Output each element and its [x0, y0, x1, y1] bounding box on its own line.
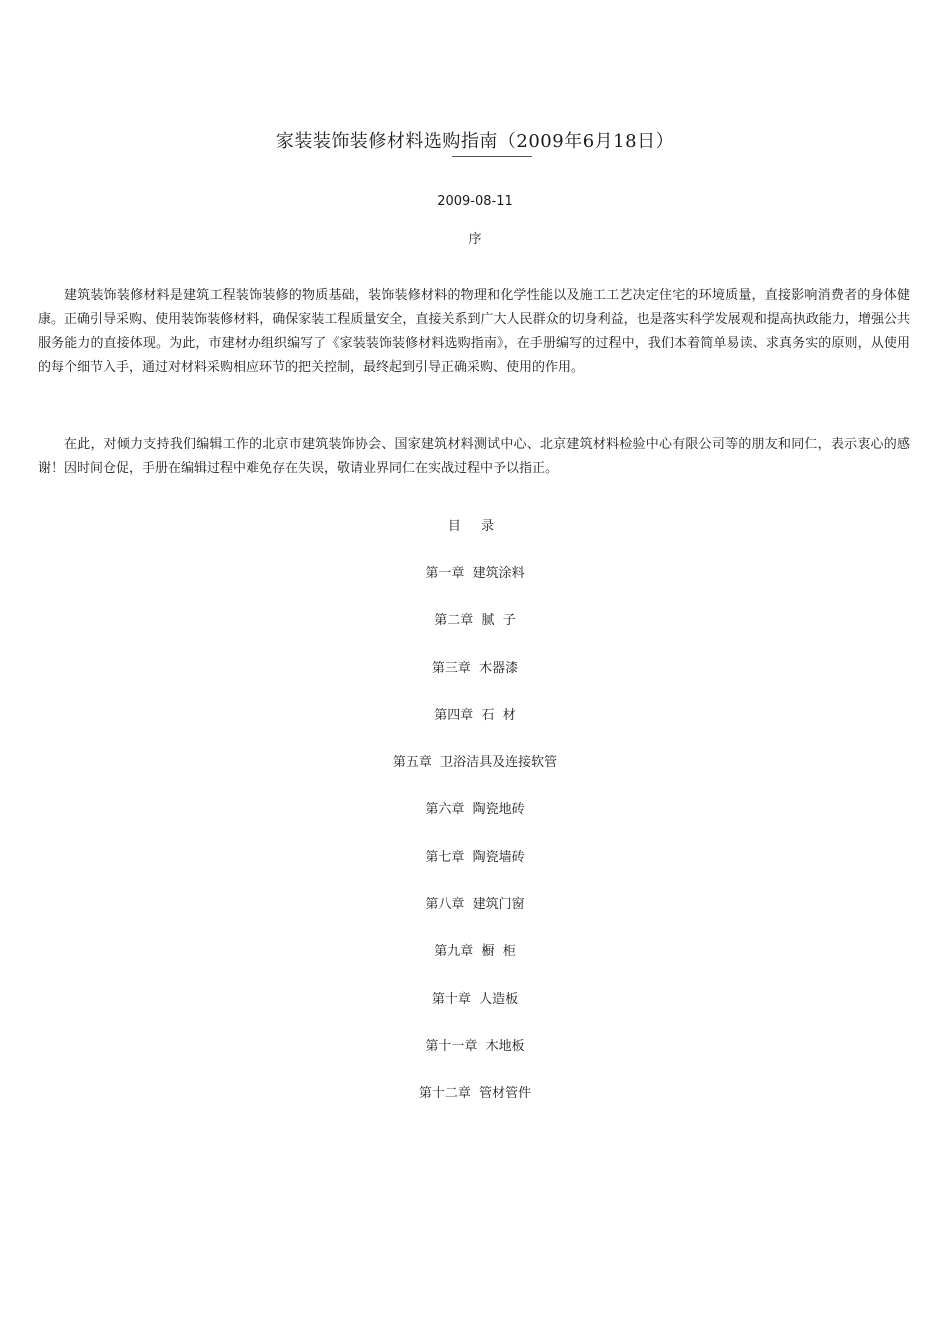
- table-of-contents: [0, 515, 950, 1130]
- toc-item[interactable]: 第十一章 木地板: [425, 1038, 525, 1054]
- preface-heading: 序: [468, 232, 482, 247]
- title-underline: [452, 156, 532, 157]
- toc-item[interactable]: 第十二章 管材管件: [418, 1086, 532, 1102]
- preface-paragraph-2: 在此，对倾力支持我们编辑工作的北京市建筑装饰协会、国家建筑材料测试中心、北京建筑材料检验中心有限公司等的朋友和同仁，表示衷心的感谢！因时间仓促，手册在编辑过程中难免存在失误，敬请业界同仁在实战过程中予以指正。: [38, 437, 910, 476]
- title-container: [0, 128, 950, 156]
- toc-item[interactable]: 第五章 卫浴洁具及连接软管: [392, 755, 558, 771]
- toc-item[interactable]: 第一章 建筑涂料: [425, 566, 525, 581]
- toc-item[interactable]: 第八章 建筑门窗: [425, 897, 525, 913]
- toc-item[interactable]: 第四章 石 材: [434, 707, 516, 723]
- toc-item[interactable]: 第七章 陶瓷墙砖: [425, 849, 525, 865]
- toc-item[interactable]: 第二章 腻 子: [434, 613, 516, 629]
- toc-item[interactable]: 第三章 木器漆: [431, 660, 519, 676]
- publish-date: 2009-08-11: [437, 194, 513, 209]
- document-title: [276, 128, 674, 156]
- toc-item[interactable]: 第六章 陶瓷地砖: [425, 802, 525, 818]
- document-title-text: 家装装饰装修材料选购指南（2009年6月18日）: [275, 131, 675, 152]
- toc-item[interactable]: 第十章 人造板: [431, 991, 519, 1007]
- preface-paragraph-1: 建筑装饰装修材料是建筑工程装饰装修的物质基础，装饰装修材料的物理和化学性能以及施工工艺决定住宅的环境质量，直接影响消费者的身体健康。正确引导采购、使用装饰装修材料，确保家装工程质量安全，直接关系到广大人民群众的切身利益，也是落实科学发展观和提高执政能力，增强公共服务能力的直接体现。为此，市建材办组织编写了《家装装饰装修材料选购指南》，在手册编写的过程中，我们本着简单易读、求真务实的原则，从使用的每个细节入手，通过对材料采购相应环节的把关控制，最终起到引导正确采购、使用的作用。: [38, 288, 910, 375]
- toc-heading: 目 录: [447, 519, 503, 534]
- toc-item[interactable]: 第九章 橱 柜: [434, 944, 516, 960]
